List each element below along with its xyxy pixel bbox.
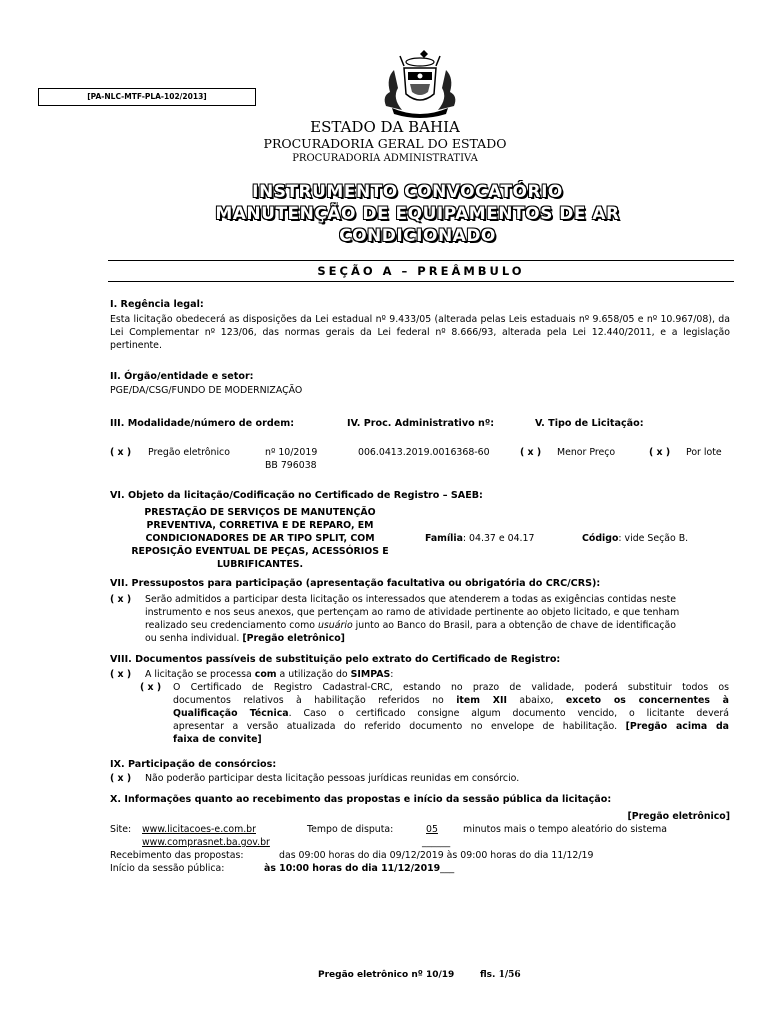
tempo-desc: minutos mais o tempo aleatório do sistema xyxy=(463,824,668,835)
footer-folhas-label: fls. xyxy=(480,970,496,980)
pressupostos-line-3 xyxy=(145,619,735,632)
tipo-value: Menor Preço xyxy=(557,447,616,458)
familia-label: Família xyxy=(425,533,463,544)
section-rule-bottom xyxy=(108,281,734,282)
modalidade-value: Pregão eletrônico xyxy=(148,447,230,458)
checkbox-pressupostos[interactable]: ( x ) xyxy=(110,594,132,605)
recebimento-label: Recebimento das propostas: xyxy=(110,850,244,861)
crc-line-1: O Certificado de Registro Cadastral-CRC, estando no prazo de validade, poderá substituir todos os xyxy=(173,682,729,693)
crc-qualificacao: Qualificação Técnica xyxy=(173,708,289,719)
heading-processo: IV. Proc. Administrativo nº: xyxy=(347,418,495,429)
pregao-eletronico-label: [Pregão eletrônico] xyxy=(627,811,730,822)
codigo-label: Código xyxy=(582,533,619,544)
crc-line-5: faixa de convite] xyxy=(173,734,262,745)
agency-name: PROCURADORIA GERAL DO ESTADO xyxy=(263,136,507,151)
simpas-text xyxy=(145,668,393,681)
crc-item-xii: item XII xyxy=(456,695,507,706)
section-title: SEÇÃO A – PREÂMBULO xyxy=(317,264,525,278)
crc-line-4 xyxy=(173,720,729,733)
state-name: ESTADO DA BAHIA xyxy=(310,118,460,136)
tempo-value: 05 xyxy=(426,824,438,835)
heading-consorcios: IX. Participação de consórcios: xyxy=(110,759,277,770)
crc-line-3b: . Caso o certificado consigne algum documento vencido, o licitante deverá xyxy=(288,708,729,719)
pressupostos-line-1: Serão admitidos a participar desta licitação os interessados que atenderem a todas as exigências contidas neste xyxy=(145,594,677,605)
simpas-colon: : xyxy=(390,669,394,680)
title-line-3: CONDICIONADO xyxy=(339,226,496,246)
heading-orgao: II. Órgão/entidade e setor: xyxy=(110,371,254,382)
crc-exceto: exceto os concernentes à xyxy=(565,695,729,706)
crc-line-2c: abaixo, xyxy=(506,695,566,706)
tempo-label: Tempo de disputa: xyxy=(307,824,394,835)
checkbox-simpas[interactable]: ( x ) xyxy=(110,669,132,680)
document-code-box xyxy=(38,88,256,106)
heading-regencia: I. Regência legal: xyxy=(110,299,204,310)
heading-pressupostos: VII. Pressupostos para participação (apresentação facultativa ou obrigatória do CRC/CRS): xyxy=(110,578,601,589)
checkbox-menor-preco[interactable]: ( x ) xyxy=(520,447,542,458)
consorcios-text: Não poderão participar desta licitação pessoas jurídicas reunidas em consórcio. xyxy=(145,773,520,784)
heading-tipo: V. Tipo de Licitação: xyxy=(535,418,644,429)
objeto-line-4: REPOSIÇÃO EVENTUAL DE PEÇAS, ACESSÓRIOS E xyxy=(131,546,389,557)
crc-pregao-tag: [Pregão acima da xyxy=(625,721,729,732)
simpas-com: com xyxy=(254,669,277,680)
pressupostos-line-3c: junto ao Banco do Brasil, para a obtenção de chave de identificação xyxy=(352,620,676,631)
regencia-text: Esta licitação obedecerá as disposições da Lei estadual nº 9.433/05 (alterada pelas Leis estaduais nº 9.658/05 e nº 10.967/08), da Lei Complementar nº 123/06, das normas gerais da Lei federal nº 8.666/93, alterada pela Lei 12.440/2011, e a legislação pertinente. xyxy=(110,314,730,351)
usuario-term: usuário xyxy=(317,620,353,631)
footer-page-number: 1/56 xyxy=(498,970,521,980)
pressupostos-line-4 xyxy=(145,632,735,645)
pressupostos-line-3a: realizado seu credenciamento como xyxy=(145,620,318,631)
site-link-comprasnet[interactable]: www.comprasnet.ba.gov.br xyxy=(142,837,270,848)
title-line-2: MANUTENÇÃO DE EQUIPAMENTOS DE AR xyxy=(215,204,620,224)
department-name: PROCURADORIA ADMINISTRATIVA xyxy=(292,153,478,164)
numero-bb: BB 796038 xyxy=(265,460,317,471)
familia xyxy=(425,532,534,545)
checkbox-por-lote[interactable]: ( x ) xyxy=(649,447,671,458)
pressupostos-line-2: instrumento e nos seus anexos, que pertençam ao ramo de atividade pertinente ao objeto licitado, e que tenham xyxy=(145,607,680,618)
heading-modalidade: III. Modalidade/número de ordem: xyxy=(110,418,295,429)
simpas-name: SIMPAS xyxy=(350,669,391,680)
crc-text xyxy=(173,681,729,746)
simpas-text-a: A licitação se processa xyxy=(145,669,255,680)
title-line-1: INSTRUMENTO CONVOCATÓRIO xyxy=(252,182,563,202)
inicio-label: Início da sessão pública: xyxy=(110,863,225,874)
crc-line-2 xyxy=(173,694,729,707)
coat-of-arms-icon xyxy=(372,48,468,118)
objeto-line-5: LUBRIFICANTES. xyxy=(216,559,304,570)
crc-line-2a: documentos relativos à habilitação referidos no xyxy=(173,695,457,706)
pressupostos-line-4a: ou senha individual. xyxy=(145,633,243,644)
footer-pregao: Pregão eletrônico nº 10/19 xyxy=(318,970,455,980)
heading-objeto: VI. Objeto da licitação/Codificação no Certificado de Registro – SAEB: xyxy=(110,490,483,501)
objeto-line-3: CONDICIONADORES DE AR TIPO SPLIT, COM xyxy=(145,533,375,544)
orgao-text: PGE/DA/CSG/FUNDO DE MODERNIZAÇÃO xyxy=(110,385,303,396)
inicio-value xyxy=(264,862,454,875)
recebimento-value: das 09:00 horas do dia 09/12/2019 às 09:00 horas do dia 11/12/19 xyxy=(279,850,594,861)
familia-value: : 04.37 e 04.17 xyxy=(462,533,535,544)
inicio-blank: ___ xyxy=(440,863,455,874)
codigo xyxy=(582,532,688,545)
objeto-line-2: PREVENTIVA, CORRETIVA E DE REPARO, EM xyxy=(146,520,374,531)
section-rule-top xyxy=(108,260,734,261)
document-code: [PA-NLC-MTF-PLA-102/2013] xyxy=(87,92,207,101)
heading-informacoes: X. Informações quanto ao recebimento das propostas e início da sessão pública da licitação: xyxy=(110,794,612,805)
heading-documentos: VIII. Documentos passíveis de substituição pelo extrato do Certificado de Registro: xyxy=(110,654,561,665)
checkbox-pregao[interactable]: ( x ) xyxy=(110,447,132,458)
crc-line-3 xyxy=(173,707,729,720)
lote-value: Por lote xyxy=(686,447,722,458)
checkbox-crc[interactable]: ( x ) xyxy=(140,682,162,693)
pregao-eletronico-tag: [Pregão eletrônico] xyxy=(242,633,345,644)
processo-value: 006.0413.2019.0016368-60 xyxy=(358,447,490,458)
tempo-blank: ______ xyxy=(422,837,451,848)
objeto-line-1: PRESTAÇÃO DE SERVIÇOS DE MANUTENÇÃO xyxy=(144,507,376,518)
objeto-text xyxy=(110,506,410,571)
crc-line-4a: apresentar a versão atualizada do referido documento no envelope de habilitação. xyxy=(173,721,626,732)
site-link-licitacoes[interactable]: www.licitacoes-e.com.br xyxy=(142,824,256,835)
footer-folhas xyxy=(480,970,521,980)
inicio-value-text: às 10:00 horas do dia 11/12/2019 xyxy=(264,863,441,874)
codigo-value: : vide Seção B. xyxy=(618,533,689,544)
site-label: Site: xyxy=(110,824,132,835)
numero-ordem: nº 10/2019 xyxy=(265,447,318,458)
pressupostos-text xyxy=(145,593,735,645)
checkbox-consorcios[interactable]: ( x ) xyxy=(110,773,132,784)
simpas-text-c: a utilização do xyxy=(276,669,351,680)
